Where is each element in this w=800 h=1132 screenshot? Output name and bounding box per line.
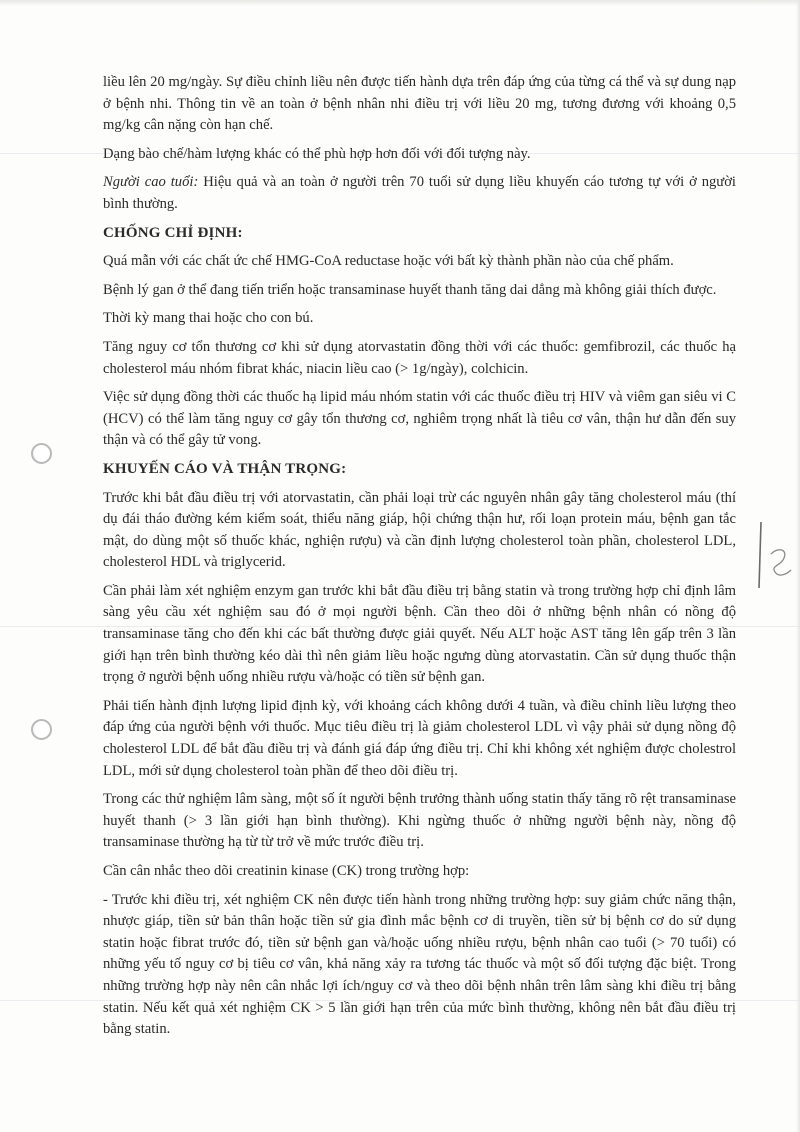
punch-hole (31, 719, 52, 740)
handwritten-margin-mark (757, 520, 797, 590)
paragraph: Tăng nguy cơ tổn thương cơ khi sử dụng atorvastatin đồng thời với các thuốc: gemfibrozil, các thuốc hạ cholesterol máu nhóm fibrat khác, niacin liều cao (> 1g/ngày), colchicin. (103, 338, 736, 377)
paragraph: Thời kỳ mang thai hoặc cho con bú. (103, 310, 314, 327)
paragraph: Phải tiến hành định lượng lipid định kỳ, với khoảng cách không dưới 4 tuần, và điều chỉnh liều lượng theo đáp ứng của người bệnh với thuốc. Mục tiêu điều trị là giảm cholesterol LDL vì vậy phải sử dụng nồng độ cholesterol LDL để bắt đầu điều trị và đánh giá đáp ứng điều trị. Chỉ khi không xét nghiệm được cholestrol LDL, mới sử dụng cholesterol toàn phần để theo dõi điều trị. (103, 697, 736, 779)
paragraph: Việc sử dụng đồng thời các thuốc hạ lipid máu nhóm statin với các thuốc điều trị HIV và viêm gan siêu vi C (HCV) có thể làm tăng nguy cơ gây tổn thương cơ, nghiêm trọng nhất là tiêu cơ vân, thận hư dẫn đến suy thận và có thể gây tử vong. (103, 389, 736, 449)
paragraph: Cần phải làm xét nghiệm enzym gan trước khi bắt đầu điều trị bằng statin và trong trường hợp chỉ định lâm sàng yêu cầu xét nghiệm sau đó ở mọi người bệnh. Cần theo dõi ở những bệnh nhân có nồng độ transaminase tăng cho đến khi các bất thường được giải quyết. Nếu ALT hoặc AST tăng lên gấp trên 3 lần giới hạn trên bình thường kéo dài thì nên giảm liều hoặc ngưng dùng atorvastatin. Cần sử dụng thuốc thận trọng ở người bệnh uống nhiều rượu và/hoặc có tiền sử bệnh gan. (103, 582, 736, 686)
paragraph: Bệnh lý gan ở thể đang tiến triển hoặc transaminase huyết thanh tăng dai dẳng mà không giải thích được. (103, 281, 717, 298)
scan-edge-top (0, 0, 800, 6)
paragraph: Cần cân nhắc theo dõi creatinin kinase (CK) trong trường hợp: (103, 863, 470, 879)
paragraph: Quá mẫn với các chất ức chế HMG-CoA reductase hoặc với bất kỳ thành phần nào của chế phẩm. (103, 253, 674, 270)
section-heading: KHUYẾN CÁO VÀ THẬN TRỌNG: (103, 460, 347, 477)
section-heading: CHỐNG CHỈ ĐỊNH: (103, 224, 243, 241)
paragraph: Dạng bào chế/hàm lượng khác có thể phù hợp hơn đối với đối tượng này. (103, 145, 531, 162)
paragraph (103, 172, 736, 215)
paragraph-lead: Người cao tuổi: (103, 174, 199, 191)
paragraph: - Trước khi điều trị, xét nghiệm CK nên được tiến hành trong những trường hợp: suy giảm chức năng thận, nhược giáp, tiền sử bản thân hoặc tiền sử gia đình mắc bệnh cơ di truyền, tiền sử bị bệnh cơ do sử dụng statin hoặc fibrat trước đó, tiền sử bệnh gan và/hoặc uống nhiều rượu, bệnh nhân cao tuổi (> 70 tuổi) có những yếu tố nguy cơ bị tiêu cơ vân, khả năng xảy ra tương tác thuốc và một số đối tượng đặc biệt. Trong những trường hợp này nên cân nhắc lợi ích/nguy cơ và theo dõi bệnh nhân trên lâm sàng khi điều trị bằng statin. Nếu kết quả xét nghiệm CK > 5 lần giới hạn trên của mức bình thường, không nên bắt đầu điều trị bằng statin. (103, 891, 736, 1038)
paragraph: Trong các thử nghiệm lâm sàng, một số ít người bệnh trưởng thành uống statin thấy tăng rõ rệt transaminase huyết thanh (> 3 lần giới hạn bình thường). Khi ngừng thuốc ở những người bệnh này, nồng độ transaminase thường hạ từ từ trở về mức trước điều trị. (103, 791, 736, 851)
paragraph-text: Hiệu quả và an toàn ở người trên 70 tuổi sử dụng liều khuyến cáo tương tự với ở người bình thường. (103, 174, 736, 212)
paragraph: liều lên 20 mg/ngày. Sự điều chỉnh liều nên được tiến hành dựa trên đáp ứng của từng cá thể và sự dung nạp ở bệnh nhi. Thông tin về an toàn ở bệnh nhân nhi điều trị với liều 20 mg, tương đương với khoảng 0,5 mg/kg cân nặng còn hạn chế. (103, 74, 736, 134)
document-body (103, 72, 736, 1048)
paragraph: Trước khi bắt đầu điều trị với atorvastatin, cần phải loại trừ các nguyên nhân gây tăng cholesterol máu (thí dụ đái tháo đường kém kiểm soát, thiểu năng giáp, hội chứng thận hư, rối loạn protein máu, bệnh gan tắc mật, do dùng một số thuốc khác, nghiện rượu) và cần định lượng cholesterol toàn phần, cholesterol LDL, cholesterol HDL và triglycerid. (103, 489, 736, 571)
punch-hole (31, 443, 52, 464)
